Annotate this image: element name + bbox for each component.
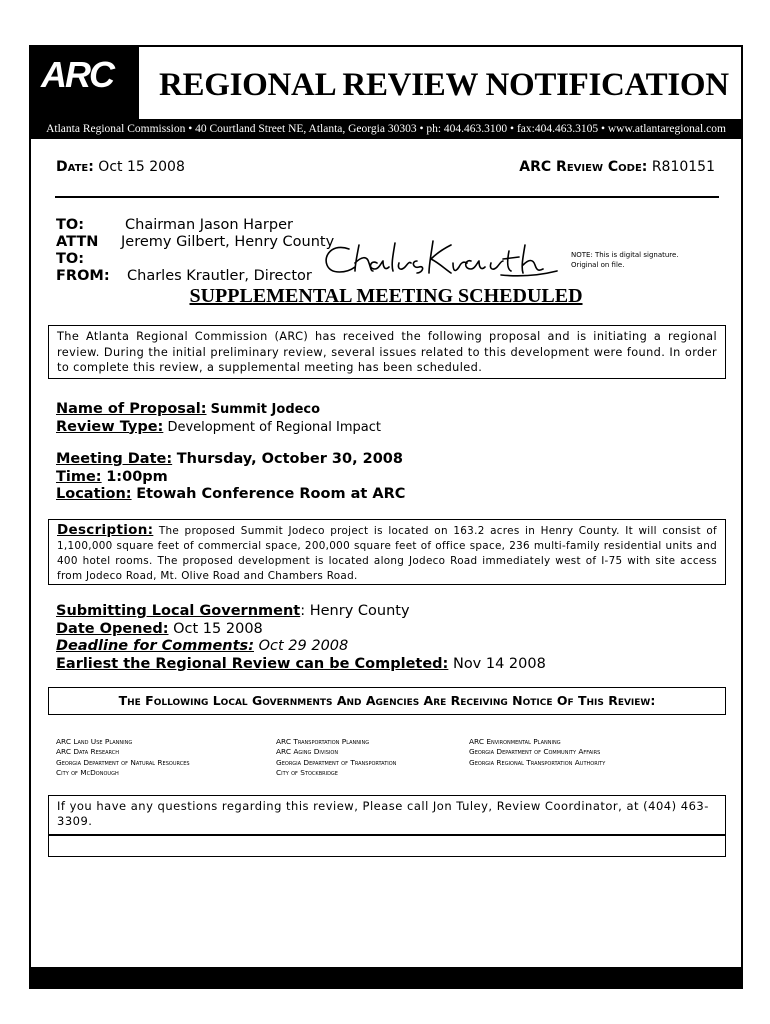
signature-image xyxy=(321,237,561,282)
meeting-block xyxy=(56,451,405,504)
signature-note: NOTE: This is digital signature. Original on file. xyxy=(571,251,679,269)
arc-logo: ARC xyxy=(31,47,139,119)
agency-item: ARC Data Research xyxy=(56,747,120,757)
from-label: FROM: xyxy=(56,268,110,284)
to-value: Chairman Jason Harper xyxy=(125,217,293,233)
earliest-completion-value: Nov 14 2008 xyxy=(452,655,546,672)
document-title: REGIONAL REVIEW NOTIFICATION xyxy=(159,67,729,103)
date-opened-label: Date Opened: xyxy=(56,620,169,637)
proposal-name-value: Summit Jodeco xyxy=(210,402,321,417)
empty-box xyxy=(48,835,726,857)
to-label: TO: xyxy=(56,217,85,233)
agency-item: ARC Environmental Planning xyxy=(469,737,561,746)
date-opened-value: Oct 15 2008 xyxy=(173,620,263,637)
review-code-label: ARC Review Code: xyxy=(519,159,648,175)
header xyxy=(31,47,741,119)
address-bar: Atlanta Regional Commission • 40 Courtland Street NE, Atlanta, Georgia 30303 • ph: 404.463.3100 • fax:404.463.3105 • www.atlantaregional.com xyxy=(31,119,741,139)
deadline-value: Oct 29 2008 xyxy=(258,638,349,654)
submitting-gov-value: Henry County xyxy=(309,603,410,619)
contact-box: If you have any questions regarding this review, Please call Jon Tuley, Review Coordinator, at (404) 463-3309. xyxy=(48,795,726,835)
agency-item: ARC Land Use Planning xyxy=(56,737,133,746)
submission-block: Submitting Local Government: Henry County Date Opened: Oct 15 2008 Deadline for Comments: Oct 29 2008 Earliest the Regional Review can be Completed: Nov 14 2008 xyxy=(56,603,546,672)
submitting-gov-label: Submitting Local Government xyxy=(56,603,301,619)
routing-block xyxy=(56,217,334,285)
footer-bar xyxy=(31,967,741,987)
date-line xyxy=(56,159,185,175)
description-text: The proposed Summit Jodeco project is located on 163.2 acres in Henry County. It will consist of 1,100,000 square feet of commercial space, 200,000 square feet of office space, 236 multi-family residential units and 400 hotel rooms. The proposed development is located along Jodeco Road immediately west of I-75 with site access from Jodeco Road, Mt. Olive Road and Chambers Road. xyxy=(57,525,717,582)
meeting-date-label: Meeting Date: xyxy=(56,451,173,467)
meeting-time-value: 1:00pm xyxy=(106,468,168,485)
notification-page xyxy=(29,45,743,989)
agencies-column-1 xyxy=(56,737,190,778)
agency-item: ARC Aging Division xyxy=(276,747,339,757)
review-code-value: R810151 xyxy=(651,159,715,175)
deadline-label: Deadline for Comments: xyxy=(56,638,254,654)
agencies-column-2 xyxy=(276,737,396,778)
intro-box: The Atlanta Regional Commission (ARC) has received the following proposal and is initiating a regional review. During the initial preliminary review, several issues related to this development were found. In order to complete this review, a supplemental meeting has been scheduled. xyxy=(48,325,726,379)
agency-item: Georgia Regional Transportation Authority xyxy=(469,757,606,767)
meeting-time-label: Time: xyxy=(56,468,102,485)
agency-item: City of McDonough xyxy=(56,767,119,777)
agency-item: Georgia Department of Transportation xyxy=(276,757,397,767)
agency-item: ARC Transportation Planning xyxy=(276,737,370,746)
attn-value: Jeremy Gilbert, Henry County xyxy=(121,234,335,250)
divider xyxy=(55,196,719,198)
agencies-column-3 xyxy=(469,737,605,768)
meeting-date-value: Thursday, October 30, 2008 xyxy=(176,451,403,467)
review-type-value: Development of Regional Impact xyxy=(167,419,381,435)
agencies-heading: The Following Local Governments And Agencies Are Receiving Notice Of This Review: xyxy=(48,687,726,715)
agency-item: Georgia Department of Natural Resources xyxy=(56,757,190,767)
meeting-location-label: Location: xyxy=(56,486,132,502)
meeting-location-value: Etowah Conference Room at ARC xyxy=(136,486,406,502)
proposal-name-label: Name of Proposal: xyxy=(56,401,207,417)
date-value: Oct 15 2008 xyxy=(98,159,185,175)
section-title: SUPPLEMENTAL MEETING SCHEDULED xyxy=(189,285,583,307)
from-value: Charles Krautler, Director xyxy=(127,268,312,284)
agency-item: City of Stockbridge xyxy=(276,767,338,777)
agency-item: Georgia Department of Community Affairs xyxy=(469,747,601,757)
review-type-label: Review Type: xyxy=(56,418,164,435)
description-box xyxy=(48,519,726,585)
date-label: Date: xyxy=(56,159,94,175)
attn-label: ATTN TO: xyxy=(56,234,99,267)
earliest-completion-label: Earliest the Regional Review can be Completed: xyxy=(56,655,449,672)
description-label: Description: xyxy=(57,522,154,538)
proposal-block xyxy=(56,401,381,436)
review-code-line xyxy=(519,159,715,175)
